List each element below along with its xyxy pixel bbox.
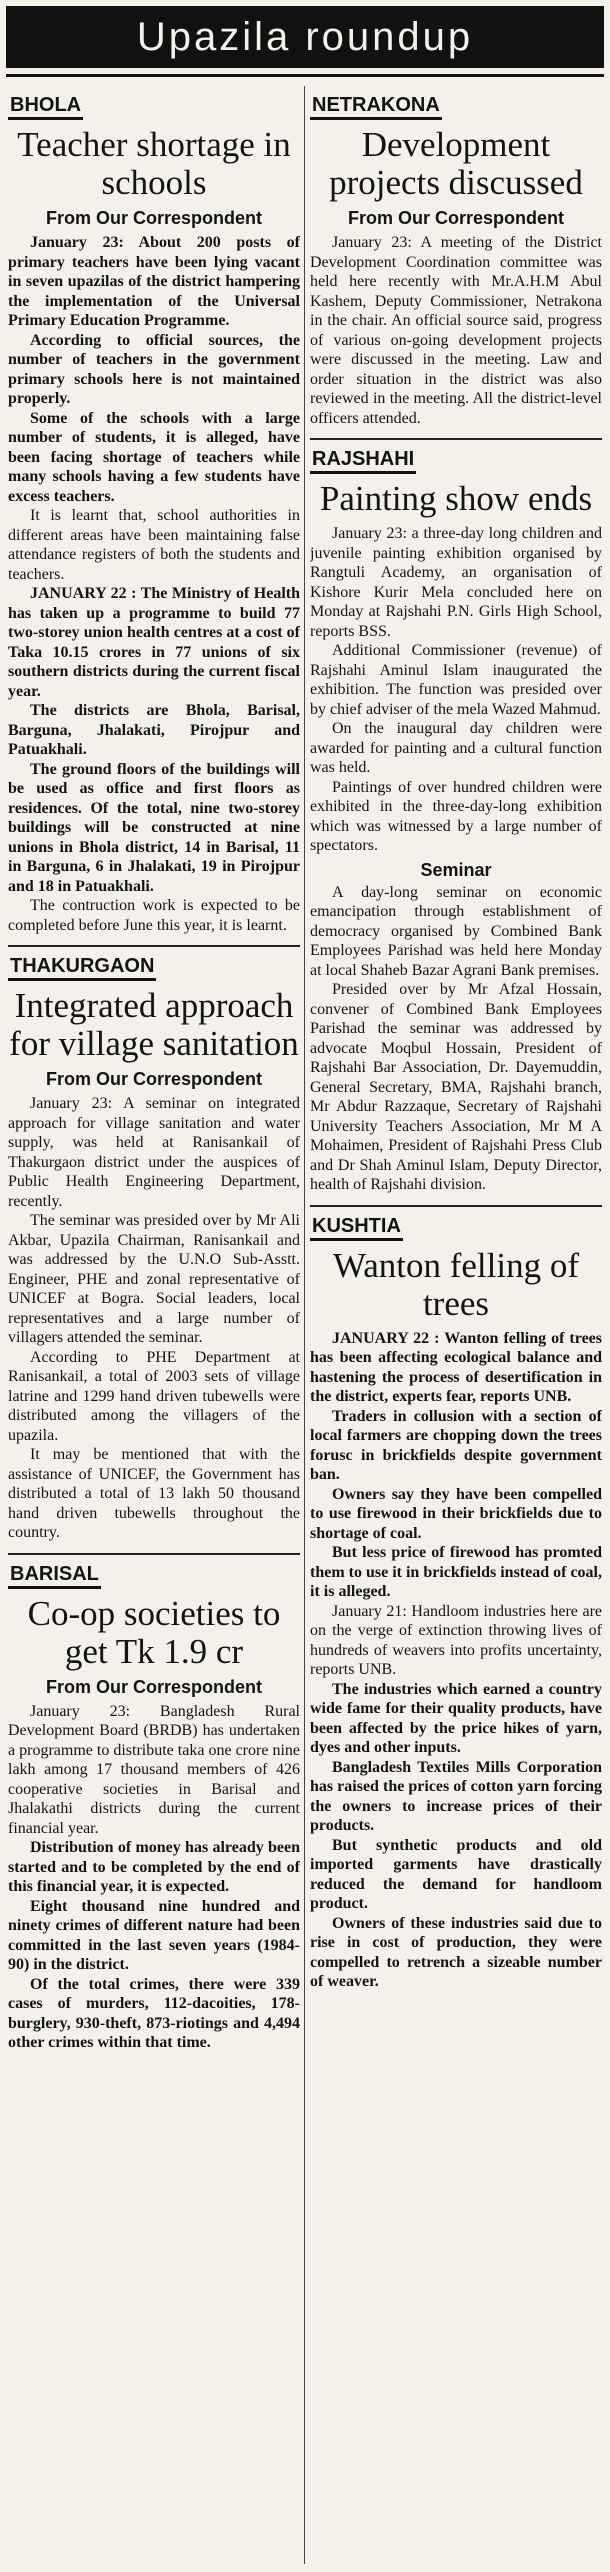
article: [8, 86, 300, 935]
article-paragraph: But less price of firewood has promted them to use it in brickfields instead of coal, it is alleged.: [310, 1544, 602, 1600]
article-paragraph: JANUARY 22 : The Ministry of Health has taken up a programme to build 77 two-storey union health centres at a cost of Taka 10.15 crores in 77 unions of six southern districts during the current fiscal year.: [8, 585, 300, 700]
article-headline: Painting show ends: [319, 479, 593, 518]
article-paragraph: Some of the schools with a large number of students, it is alleged, have been facing shortage of teachers while many schools having a few students have excess teachers.: [8, 409, 300, 505]
article-paragraph: The industries which earned a country wide fame for their quality products, have been affected by the price hikes of yarn, dyes and other inputs.: [310, 1680, 602, 1756]
article-paragraph: January 23: A seminar on integrated approach for village sanitation and water supply, was held at Ranisankail of Thakurgaon district under the auspices of Public Health Engineering Department, recently.: [8, 1095, 300, 1210]
article-byline: From Our Correspondent: [45, 208, 262, 228]
article-paragraph: January 21: Handloom industries here are on the verge of extinction throwing lives of hundreds of weavers into profits uncertainty, reports UNB.: [310, 1602, 602, 1678]
location-kicker: NETRAKONA: [310, 94, 442, 120]
article-paragraph: According to PHE Department at Ranisankail, a total of 2003 sets of village latrine and 1299 hand driven tubewells were distributed among the villagers of the upazila.: [8, 1348, 300, 1444]
left-column: [8, 86, 300, 2566]
article-headline: Co-op societies to get Tk 1.9 cr: [27, 1593, 281, 1671]
article-paragraph: It is learnt that, school authorities in different areas have been maintaining false attendance registers of both the students and teachers.: [8, 507, 300, 583]
article-paragraph: Owners of these industries said due to rise in cost of production, they were compelled to retrench a sizeable number of weaver.: [310, 1914, 602, 1990]
column-divider: [304, 86, 305, 2564]
article-byline: From Our Correspondent: [347, 208, 564, 228]
article-paragraph: Paintings of over hundred children were exhibited in the three-day-long exhibition which was witnessed by a large number of spectators.: [310, 778, 602, 854]
right-column: [310, 86, 602, 2566]
article: [310, 438, 602, 1195]
article-paragraph: The contruction work is expected to be completed before June this year, it is learnt.: [8, 897, 300, 934]
article-separator: [310, 438, 602, 440]
location-kicker: BARISAL: [8, 1563, 101, 1589]
article-paragraph: Presided over by Mr Afzal Hossain, convener of Combined Bank Employees Parishad the seminar was addressed by advocate Moqbul Hossain, President of Rajshahi Bar Association, Dr. Dayemuddin, General Secretary, BMA, Rajshahi branch, Mr Abdur Razzaque, Secretary of Rajshahi University Teachers Association, Mr M A Mohaimen, President of Rajshahi Press Club and Dr Shah Aminul Islam, Deputy Director, health of Rajshahi division.: [310, 981, 602, 1193]
article-paragraph: January 23: a three-day long children and juvenile painting exhibition organised by Rangtuli Academy, an organisation of Kishore Kurir Mela concluded here on Monday at Rajshahi P.N. Girls High School, reports BSS.: [310, 525, 602, 640]
location-kicker: RAJSHAHI: [310, 448, 416, 474]
article-paragraph: January 23: Bangladesh Rural Development Board (BRDB) has undertaken a programme to distribute taka one crore nine lakh among 17 thousand members of 426 cooperative societies in Barisal and Jhalakathi districts during the current financial year.: [8, 1702, 300, 1837]
article-byline: From Our Correspondent: [45, 1676, 262, 1697]
article-paragraph: The districts are Bhola, Barisal, Barguna, Jhalakati, Pirojpur and Patuakhali.: [8, 702, 300, 758]
location-kicker: BHOLA: [8, 94, 83, 120]
article-separator: [8, 1553, 300, 1555]
article-paragraph: Additional Commissioner (revenue) of Rajshahi Aminul Islam inaugurated the exhibition. The function was presided over by chief adviser of the mela Wazed Mahmud.: [310, 642, 602, 718]
article-paragraph: January 23: About 200 posts of primary teachers have been lying vacant in seven upazilas of the district hampering the implementation of the Universal Primary Education Programme.: [8, 234, 300, 329]
article-headline: Wanton felling of trees: [332, 1245, 579, 1323]
location-kicker: KUSHTIA: [310, 1215, 403, 1241]
article-paragraph: The ground floors of the buildings will be used as office and first floors as residences. Of the total, nine two-storey buildings will be constructed at nine unions in Bhola district, 14 in Barisal, 11 in Barguna, 6 in Jhalakati, 19 in Pirojpur and 18 in Patuakhali.: [8, 760, 300, 895]
article-headline: Development projects discussed: [329, 125, 583, 202]
article-paragraph: JANUARY 22 : Wanton felling of trees has been affecting ecological balance and hastening the process of desertification in the district, experts fear, reports UNB.: [310, 1329, 602, 1405]
article-paragraph: It may be mentioned that with the assistance of UNICEF, the Government has distributed a total of 13 lakh 50 thousand hand driven tubewells throughout the country.: [8, 1446, 300, 1541]
article: [310, 1205, 602, 1992]
article: [310, 86, 602, 428]
article-headline: Integrated approach for village sanitation: [9, 986, 299, 1063]
article-paragraph: On the inaugural day children were awarded for painting and a cultural function was held.: [310, 720, 602, 776]
article-paragraph: But synthetic products and old imported garments have drastically reduced the demand for handloom product.: [310, 1836, 602, 1912]
article-paragraph: The seminar was presided over by Mr Ali Akbar, Upazila Chairman, Ranisankail and was addressed by the U.N.O Sub-Asstt. Engineer, PHE and zonal representative of UNICEF at Bogra. Social leaders, local representatives and a large number of villagers attended the seminar.: [8, 1212, 300, 1346]
article: [8, 1553, 300, 2053]
article-paragraph: According to official sources, the number of teachers in the government primary schools here is not maintained properly.: [8, 331, 300, 407]
article-paragraph: Bangladesh Textiles Mills Corporation has raised the prices of cotton yarn forcing the owners to increase prices of their products.: [310, 1758, 602, 1834]
article-separator: [310, 1205, 602, 1207]
article-paragraph: January 23: A meeting of the District Development Coordination committee was held here recently with Mr.A.H.M Abul Kashem, Deputy Commissioner, Netrakona in the chair. An official source said, progress of various on-going development projects were discussed in the meeting. Law and order situation in the district was also reviewed in the meeting. All the district-level officers attended.: [310, 234, 602, 427]
article-headline: Teacher shortage in schools: [17, 125, 291, 202]
section-banner: [6, 6, 604, 68]
article-paragraph: Eight thousand nine hundred and ninety crimes of different nature had been committed in the last seven years (1984-90) in the district.: [8, 1897, 300, 1973]
banner-title: Upazila roundup: [136, 15, 474, 59]
article-paragraph: A day-long seminar on economic emancipation through establishment of democracy organised by Combined Bank Employees Parishad was held here Monday at local Shaheb Bazar Agrani Bank premises.: [310, 883, 602, 979]
article-paragraph: Owners say they have been compelled to use firewood in their brickfields due to shortage of coal.: [310, 1485, 602, 1542]
article-paragraph: Traders in collusion with a section of local farmers are chopping down the trees forusc in brickfields despite government ban.: [310, 1407, 602, 1483]
article-paragraph: Distribution of money has already been started and to be completed by the end of this financial year, it is expected.: [8, 1839, 300, 1895]
article-paragraph: Of the total crimes, there were 339 cases of murders, 112-dacoities, 178-burglery, 930-theft, 873-riotings and 4,494 other crimes within that time.: [8, 1975, 300, 2051]
article-byline: From Our Correspondent: [45, 1069, 262, 1089]
banner-rule: [6, 74, 604, 77]
article-subhead: Seminar: [420, 859, 492, 880]
article-separator: [8, 945, 300, 947]
article: [8, 945, 300, 1543]
location-kicker: THAKURGAON: [8, 955, 156, 981]
